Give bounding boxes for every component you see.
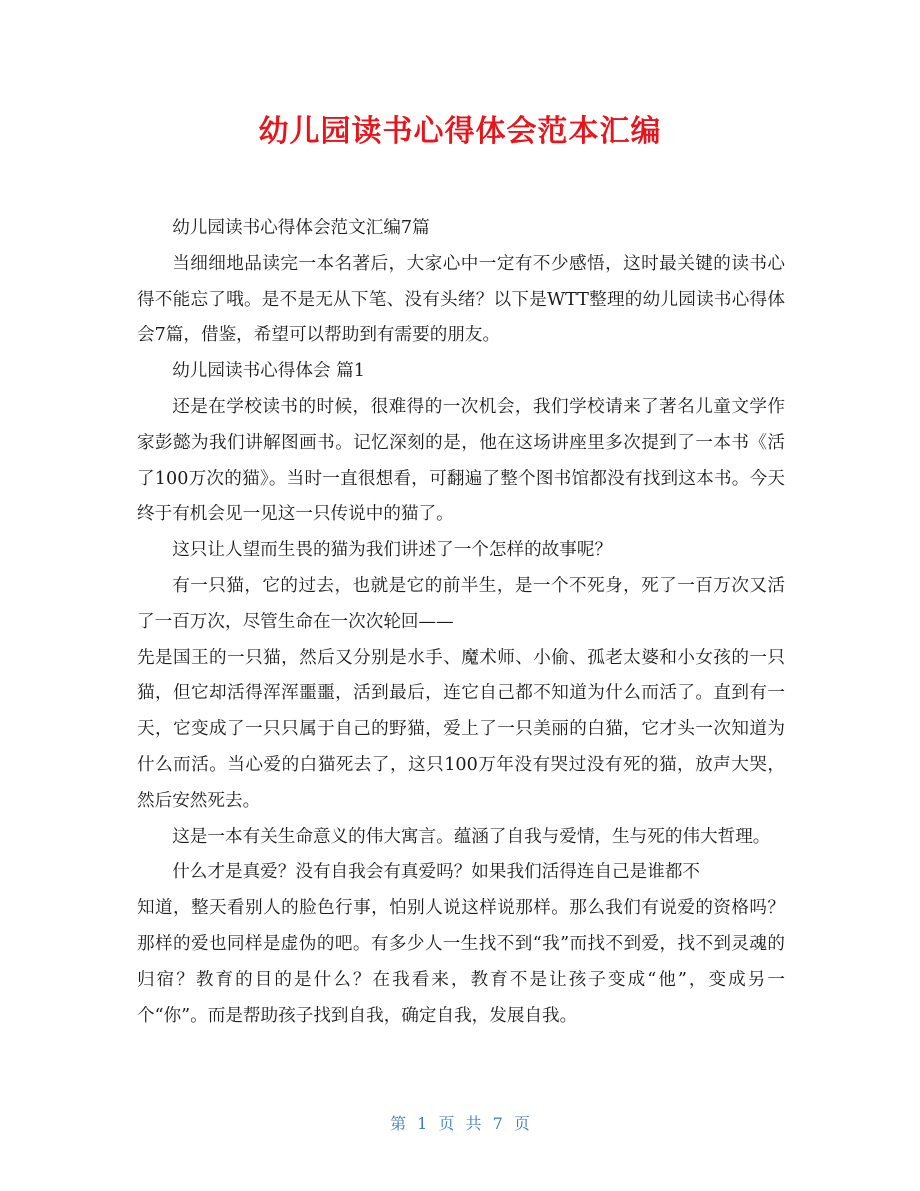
- document-title: 幼儿园读书心得体会范本汇编: [258, 114, 662, 149]
- subtitle-paragraph: 幼儿园读书心得体会范文汇编7篇: [172, 218, 430, 238]
- body-paragraph: 有一只猫，它的过去，也就是它的前半生，是一个不死身，死了一百万次又活了一百万次，尽管生命在一次次轮回——: [137, 575, 785, 632]
- body-paragraph: 这只让人望而生畏的猫为我们讲述了一个怎样的故事呢？: [172, 540, 613, 561]
- document-body: [137, 211, 785, 1034]
- section-heading: 幼儿园读书心得体会 篇1: [172, 361, 365, 382]
- body-paragraph: 还是在学校读书的时候，很难得的一次机会，我们学校请来了著名儿童文学作家彭懿为我们讲解图画书。记忆深刻的是，他在这场讲座里多次提到了一本书《活了100万次的猫》。当时一直很想看，可翻遍了整个图书馆都没有找到这本书。今天终于有机会见一见这一只传说中的猫了。: [137, 396, 785, 525]
- intro-paragraph: 当细细地品读完一本名著后，大家心中一定有不少感悟，这时最关键的读书心得不能忘了哦。是不是无从下笔、没有头绪？以下是WTT整理的幼儿园读书心得体会7篇，借鉴，希望可以帮助到有需要的朋友。: [137, 253, 785, 346]
- body-paragraph: 先是国王的一只猫，然后又分别是水手、魔术师、小偷、孤老太婆和小女孩的一只猫，但它却活得浑浑噩噩，活到最后，连它自己都不知道为什么而活了。直到有一天，它变成了一只只属于自己的野猫，爱上了一只美丽的白猫，它才头一次知道为什么而活。当心爱的白猫死去了，这只100万年没有哭过没有死的猫，放声大哭，然后安然死去。: [137, 647, 785, 811]
- page-number-footer: 第 1 页 共 7 页: [390, 1114, 530, 1133]
- body-paragraph: 什么才是真爱？没有自我会有真爱吗？如果我们活得连自己是谁都不: [172, 862, 701, 883]
- body-paragraph: 知道，整天看别人的脸色行事，怕别人说这样说那样。那么我们有说爱的资格吗？那样的爱也同样是虚伪的吧。有多少人一生找不到“我”而找不到爱，找不到灵魂的归宿？教育的目的是什么？在我看来，教育不是让孩子变成“他”，变成另一个“你”。而是帮助孩子找到自我，确定自我，发展自我。: [137, 898, 785, 1026]
- body-paragraph: 这是一本有关生命意义的伟大寓言。蕴涵了自我与爱情，生与死的伟大哲理。: [172, 826, 771, 847]
